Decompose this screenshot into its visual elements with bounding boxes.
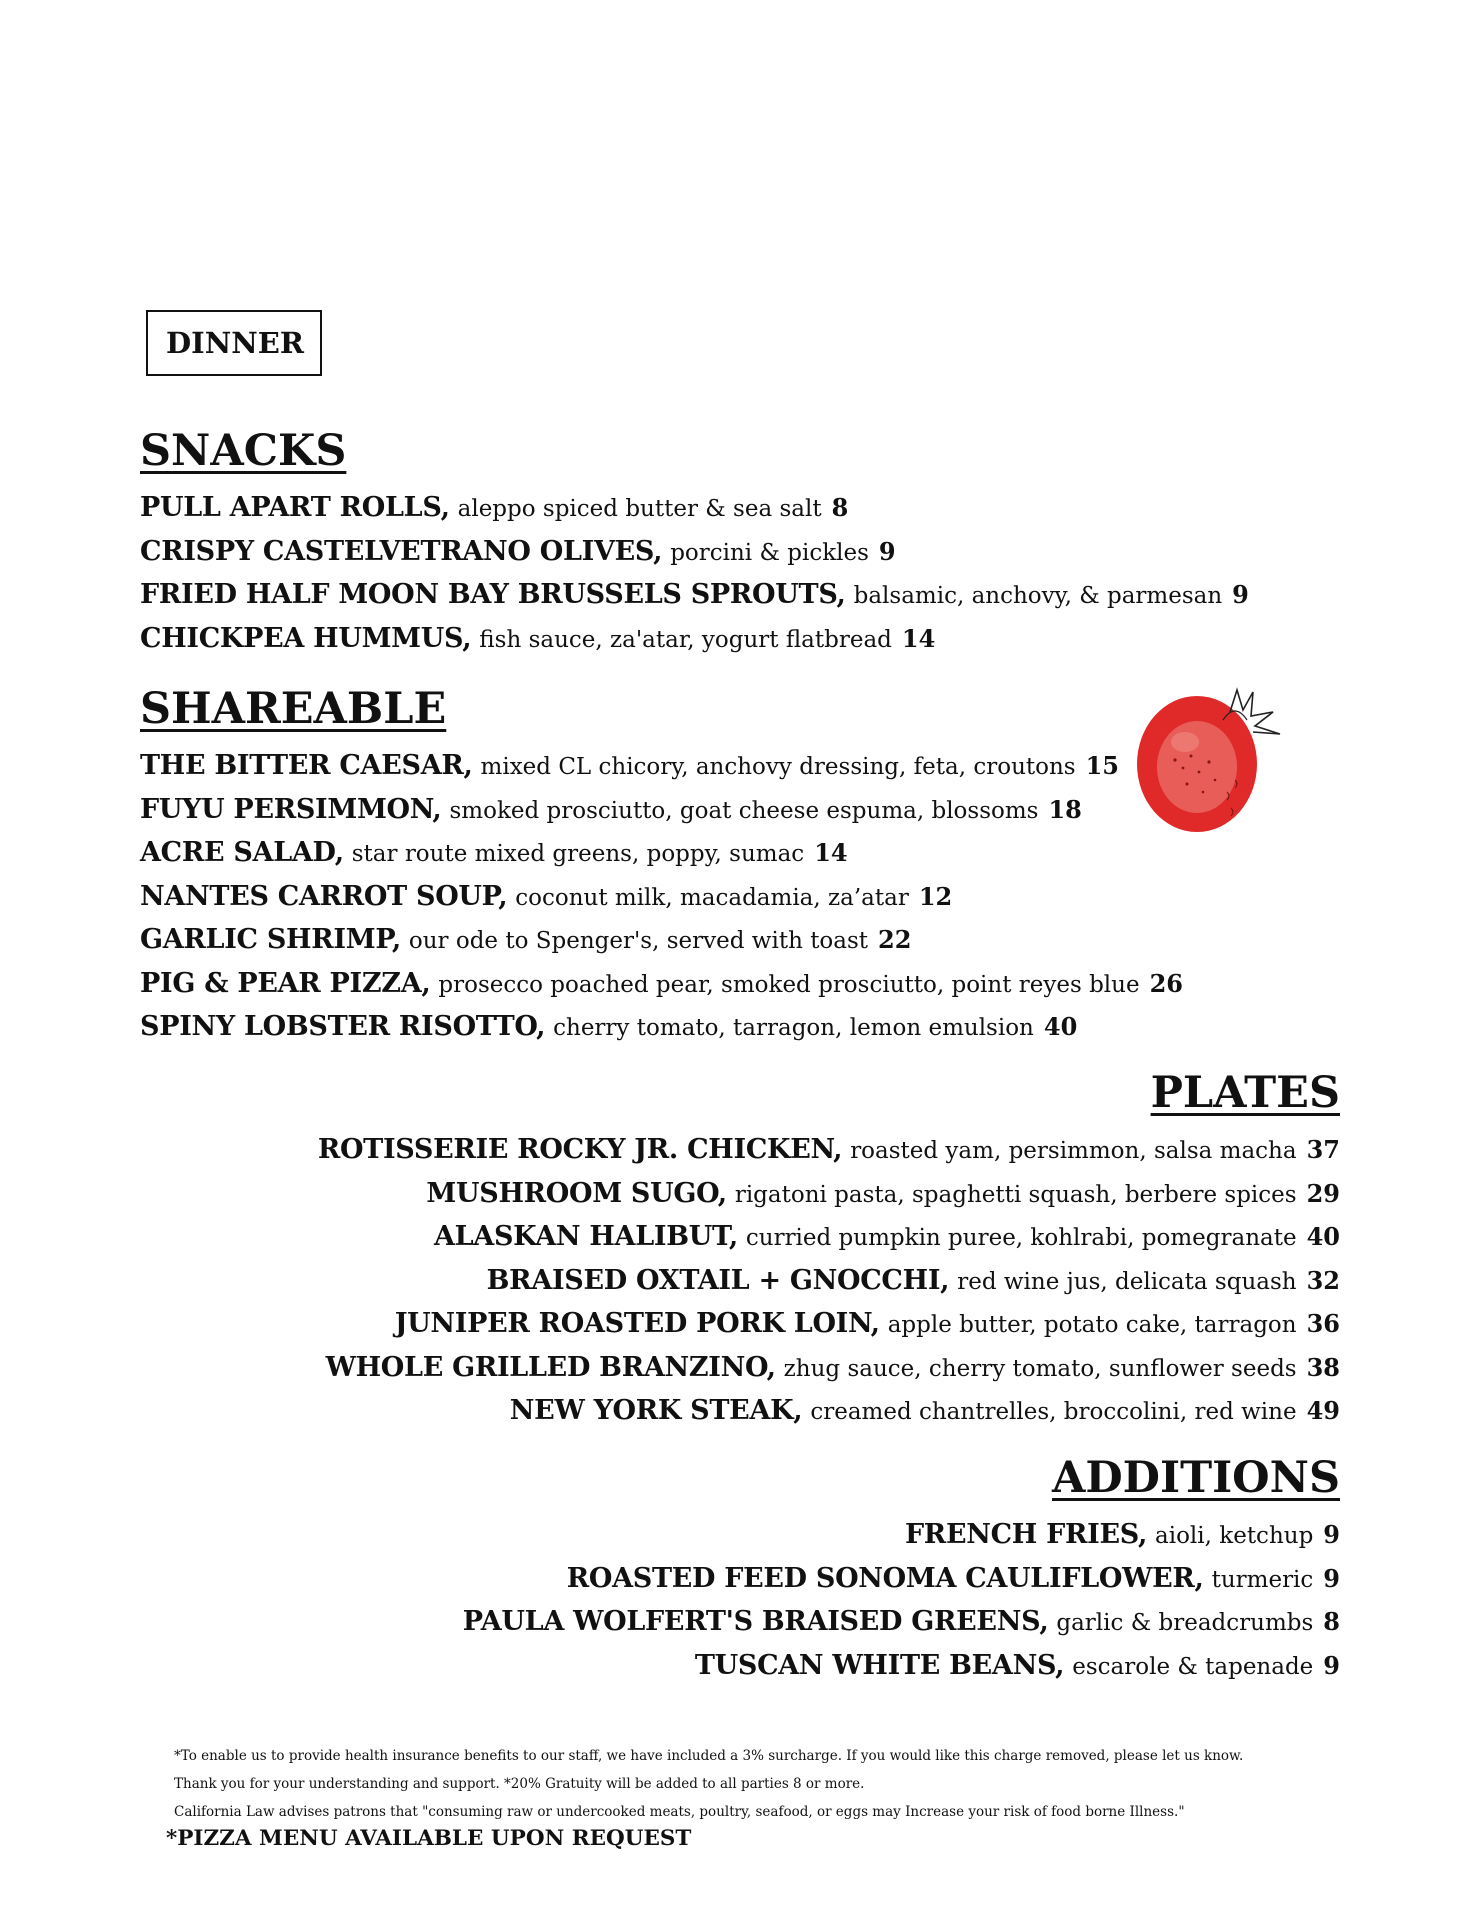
item-desc: escarole & tapenade — [1072, 1653, 1314, 1680]
menu-label: DINNER — [146, 310, 322, 376]
item-name: SPINY LOBSTER RISOTTO, — [140, 1011, 546, 1042]
item-name: TUSCAN WHITE BEANS, — [694, 1649, 1065, 1681]
item-desc: roasted yam, persimmon, salsa macha — [850, 1138, 1297, 1164]
item-name: PAULA WOLFERT'S BRAISED GREENS, — [462, 1606, 1049, 1637]
menu-item — [140, 618, 1340, 662]
item-desc: smoked prosciutto, goat cheese espuma, blossoms — [449, 797, 1039, 824]
item-price: 32 — [1306, 1265, 1340, 1295]
menu-item — [140, 1390, 1340, 1434]
item-price: 9 — [1323, 1563, 1340, 1593]
item-desc: balsamic, anchovy, & parmesan — [853, 583, 1223, 609]
section-snacks — [140, 425, 1340, 661]
item-desc: garlic & breadcrumbs — [1056, 1610, 1314, 1636]
section-plates — [140, 1067, 1340, 1434]
menu-item — [140, 963, 1340, 1007]
item-desc: aioli, ketchup — [1155, 1523, 1314, 1549]
item-price: 29 — [1306, 1178, 1340, 1208]
item-price: 40 — [1043, 1012, 1078, 1041]
item-price: 9 — [878, 536, 896, 566]
item-name: GARLIC SHRIMP, — [140, 924, 401, 955]
item-price: 36 — [1306, 1309, 1340, 1338]
snacks-items — [140, 487, 1340, 661]
item-name: PIG & PEAR PIZZA, — [140, 967, 431, 999]
item-desc: porcini & pickles — [670, 539, 869, 566]
item-price: 12 — [918, 881, 953, 911]
item-price: 14 — [814, 838, 848, 867]
item-desc: red wine jus, delicata squash — [957, 1268, 1297, 1295]
item-name: BRAISED OXTAIL + GNOCCHI, — [486, 1264, 950, 1296]
item-name: JUNIPER ROASTED PORK LOIN, — [394, 1308, 880, 1339]
item-name: CHICKPEA HUMMUS, — [140, 622, 472, 654]
menu-item — [140, 574, 1340, 618]
section-title: PLATES — [1150, 1068, 1340, 1118]
tomato-illustration-icon — [1125, 672, 1295, 847]
menu-item — [140, 1260, 1340, 1304]
item-price: 15 — [1085, 751, 1119, 780]
item-name: ACRE SALAD, — [140, 837, 344, 868]
pizza-menu-note: *PIZZA MENU AVAILABLE UPON REQUEST — [166, 1826, 692, 1851]
item-price: 9 — [1232, 580, 1249, 609]
item-name: PULL APART ROLLS, — [140, 492, 450, 523]
item-price: 9 — [1323, 1520, 1340, 1549]
menu-item — [140, 487, 1340, 531]
item-name: NANTES CARROT SOUP, — [140, 880, 508, 912]
menu-item — [140, 1303, 1340, 1347]
section-title: SNACKS — [140, 426, 347, 476]
item-desc: apple butter, potato cake, tarragon — [887, 1312, 1297, 1338]
item-price: 37 — [1306, 1135, 1340, 1164]
item-price: 26 — [1149, 968, 1183, 998]
item-desc: cherry tomato, tarragon, lemon emulsion — [553, 1015, 1034, 1041]
menu-item — [140, 1514, 1340, 1558]
menu-item — [140, 1129, 1340, 1173]
section-additions — [140, 1452, 1340, 1688]
item-name: WHOLE GRILLED BRANZINO, — [325, 1351, 776, 1383]
menu-item — [140, 531, 1340, 575]
item-name: FRIED HALF MOON BAY BRUSSELS SPROUTS, — [140, 579, 846, 610]
item-desc: rigatoni pasta, spaghetti squash, berbere spices — [734, 1181, 1297, 1208]
menu-item — [140, 1006, 1340, 1050]
section-title: ADDITIONS — [1052, 1453, 1340, 1503]
footnote-gratuity: Thank you for your understanding and support. *20% Gratuity will be added to all parties 8 or more. — [174, 1776, 865, 1792]
menu-item — [140, 876, 1340, 920]
item-desc: creamed chantrelles, broccolini, red wine — [810, 1399, 1297, 1425]
item-name: NEW YORK STEAK, — [509, 1395, 803, 1426]
item-name: FUYU PERSIMMON, — [140, 793, 442, 825]
menu-item — [140, 1601, 1340, 1645]
menu-item — [140, 1347, 1340, 1391]
item-price: 40 — [1306, 1222, 1340, 1251]
item-price: 38 — [1306, 1352, 1340, 1382]
item-desc: mixed CL chicory, anchovy dressing, feta, croutons — [480, 754, 1076, 780]
item-desc: curried pumpkin puree, kohlrabi, pomegranate — [745, 1225, 1297, 1251]
item-price: 18 — [1048, 794, 1082, 824]
footnote-surcharge: *To enable us to provide health insurance benefits to our staff, we have included a 3% surcharge. If you would like this charge removed, please let us know. — [174, 1748, 1244, 1764]
item-name: ROTISSERIE ROCKY JR. CHICKEN, — [317, 1134, 843, 1165]
menu-item — [140, 1216, 1340, 1260]
item-name: FRENCH FRIES, — [904, 1519, 1148, 1550]
item-desc: aleppo spiced butter & sea salt — [457, 496, 822, 522]
section-title: SHAREABLE — [140, 684, 447, 734]
item-desc: zhug sauce, cherry tomato, sunflower seeds — [783, 1355, 1297, 1382]
additions-items — [140, 1514, 1340, 1688]
footnote-health-warning: California Law advises patrons that "consuming raw or undercooked meats, poultry, seafood, or eggs may Increase your risk of food borne Illness." — [174, 1804, 1185, 1820]
item-name: CRISPY CASTELVETRANO OLIVES, — [140, 535, 663, 567]
item-name: MUSHROOM SUGO, — [426, 1177, 727, 1209]
plates-items — [140, 1129, 1340, 1434]
menu-item — [140, 1173, 1340, 1217]
item-name: ROASTED FEED SONOMA CAULIFLOWER, — [566, 1562, 1204, 1594]
item-price: 8 — [1323, 1607, 1340, 1636]
item-name: ALASKAN HALIBUT, — [433, 1221, 738, 1252]
item-desc: fish sauce, za'atar, yogurt flatbread — [479, 626, 892, 653]
item-price: 22 — [878, 925, 912, 954]
item-price: 14 — [901, 623, 936, 653]
item-desc: turmeric — [1211, 1566, 1314, 1593]
item-name: THE BITTER CAESAR, — [140, 750, 473, 781]
menu-item — [140, 1558, 1340, 1602]
menu-item — [140, 1645, 1340, 1689]
item-price: 8 — [831, 493, 849, 522]
menu-item — [140, 919, 1340, 963]
item-desc: our ode to Spenger's, served with toast — [408, 928, 869, 954]
footnotes — [174, 1742, 1374, 1826]
item-desc: prosecco poached pear, smoked prosciutto, point reyes blue — [438, 971, 1140, 998]
item-price: 49 — [1306, 1396, 1340, 1425]
item-desc: coconut milk, macadamia, za’atar — [515, 884, 909, 911]
item-desc: star route mixed greens, poppy, sumac — [351, 841, 805, 867]
item-price: 9 — [1323, 1650, 1340, 1680]
